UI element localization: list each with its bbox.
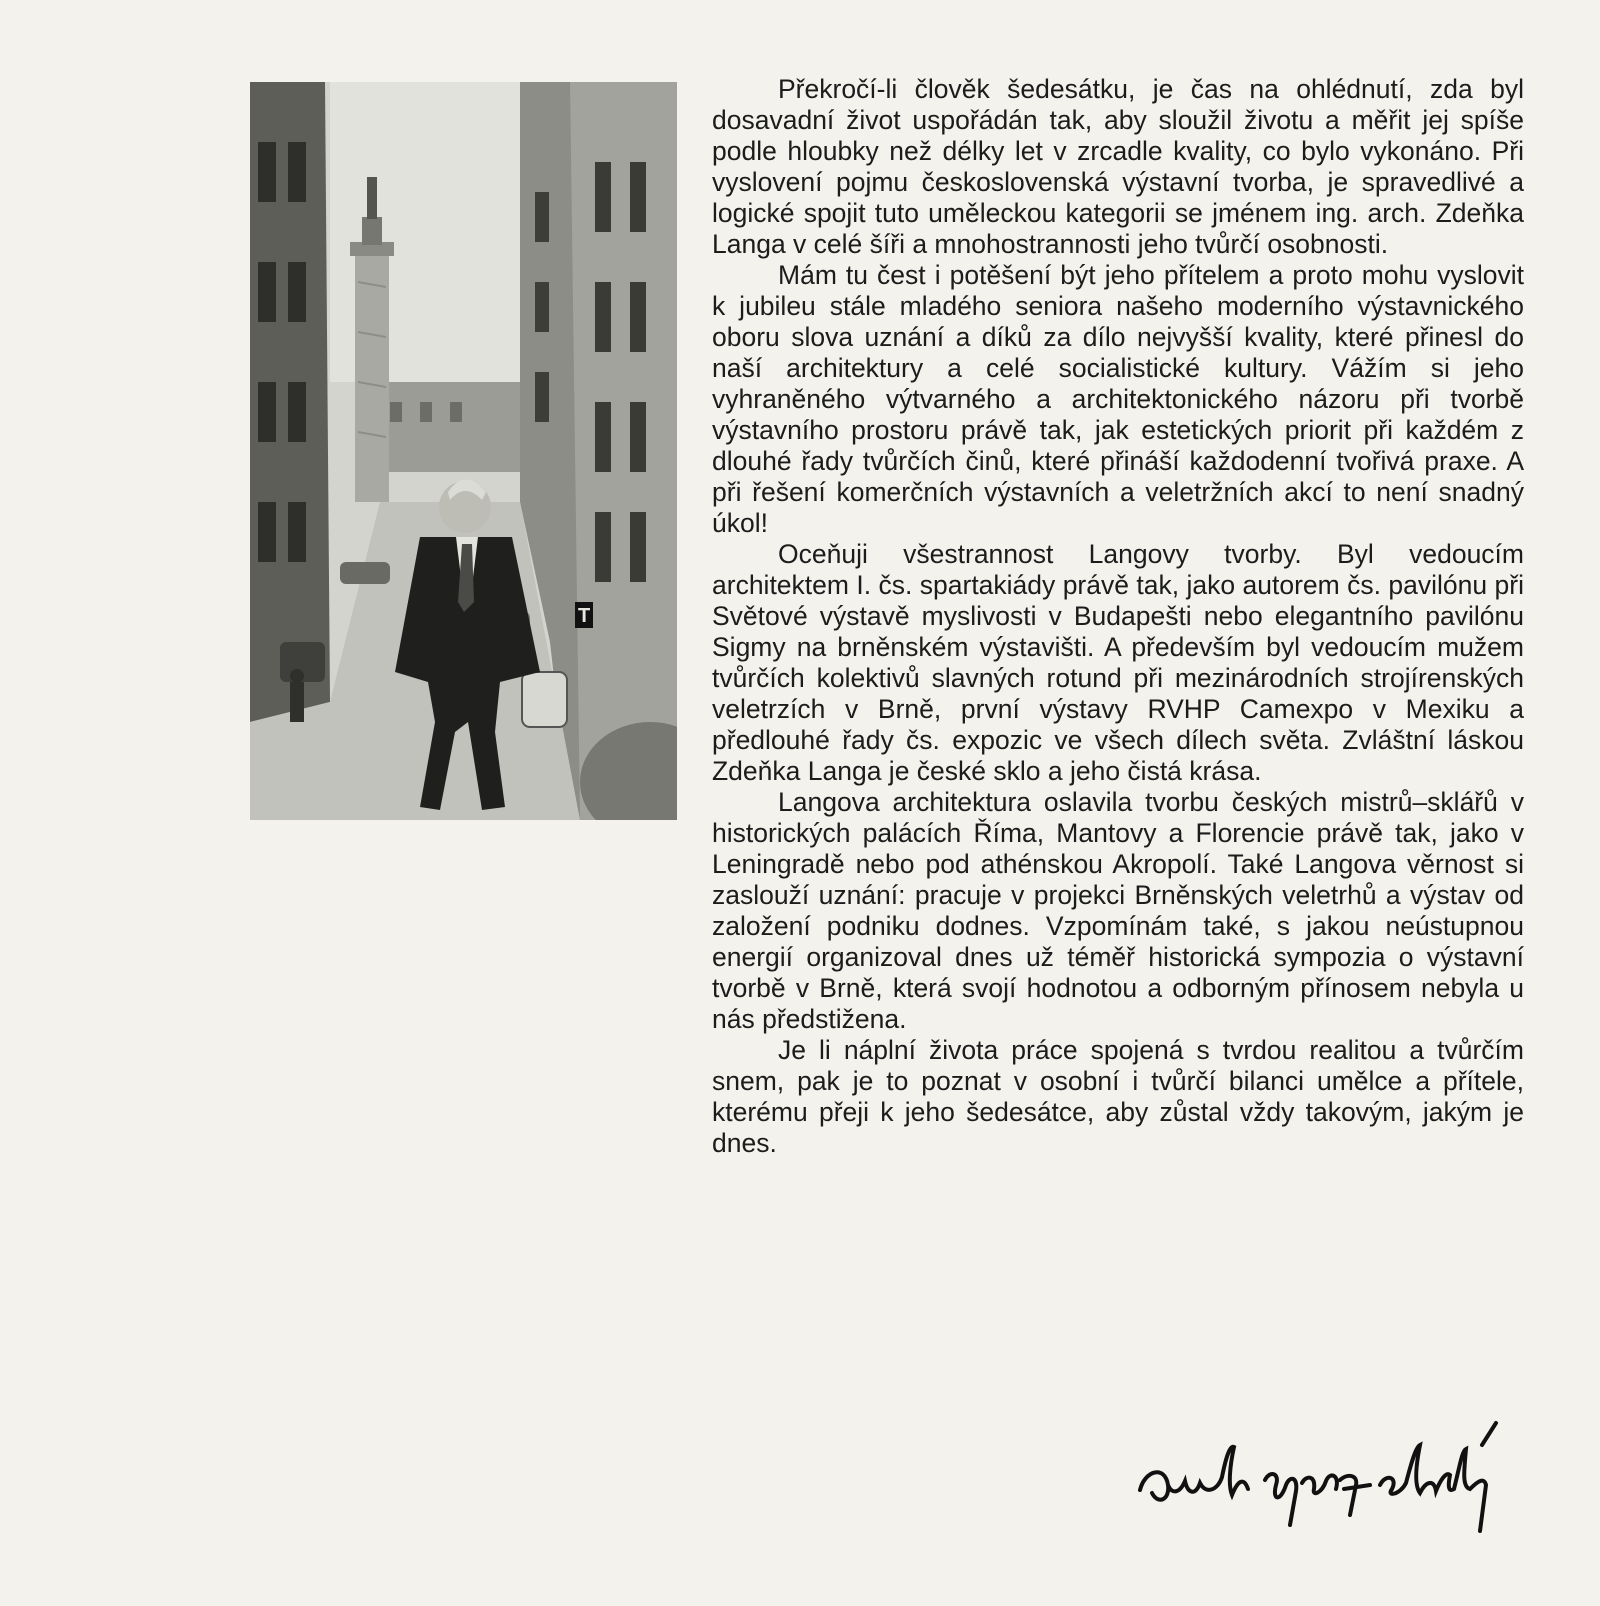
svg-text:T: T [578,605,591,627]
paragraph: Oceňuji všestrannost Langovy tvorby. Byl vedoucím architektem I. čs. spartakiády právě tak, jako autorem čs. pavilónu při Světové výstavě myslivosti v Budapešti nebo elegantního pavilónu Sigmy na brněnském výstavišti. A především byl vedoucím mužem tvůrčích kolektivů slavných rotund při mezinárodních strojírenských veletrzích v Brně, první výstavy RVHP Camexpo v Mexiku a předlouhé řady čs. expozic ve všech dílech světa. Zvláštní láskou Zdeňka Langa je české sklo a jeho čistá krása. [712,539,1524,786]
paragraph: Langova architektura oslavila tvorbu českých mistrů–sklářů v historických palácích Říma, Mantovy a Florencie právě tak, jako v Leningradě nebo pod athénskou Akropolí. Také Langova věrnost si zaslouží uznání: pracuje v projekci Brněnských veletrhů a výstav od založení podniku dodnes. Vzpomínám také, s jakou neústupnou energií organizoval dnes už téměř historická sympozia o výstavní tvorbě v Brně, která svojí hodnotou a odborným přínosem nebyla u nás předstižena. [712,787,1524,1034]
street-photo-illustration [250,82,677,820]
article-text [712,74,1524,1159]
paragraph: Mám tu čest i potěšení být jeho přítelem a proto mohu vyslovit k jubileu stále mladého seniora našeho moderního výstavnického oboru slova uznání a díků za dílo nejvyšší kvality, které přinesl do naší architektury a celé socialistické kultury. Vážím si jeho vyhraněného výtvarného a architektonického názoru při tvorbě výstavního prostoru právě tak, jak estetických priorit při každém z dlouhé řady tvůrčích činů, které přináší každodenní tvořivá praxe. A při řešení komerčních výstavních a veletržních akcí to není snadný úkol! [712,260,1524,538]
handwritten-signature [1130,1385,1530,1535]
street-photo [250,82,677,820]
signature-graphic [1130,1385,1530,1535]
paragraph: Překročí-li člověk šedesátku, je čas na ohlédnutí, zda byl dosavadní život uspořádán tak, aby sloužil životu a měřit jej spíše podle hloubky než délky let v zrcadle kvality, co bylo vykonáno. Při vyslovení pojmu československá výstavní tvorba, je spravedlivé a logické spojit tuto uměleckou kategorii se jménem ing. arch. Zdeňka Langa v celé šíři a mnohostrannosti jeho tvůrčí osobnosti. [712,74,1524,259]
paragraph: Je li náplní života práce spojená s tvrdou realitou a tvůrčím snem, pak je to poznat v osobní i tvůrčí bilanci umělce a přítele, kterému přeji k jeho šedesátce, aby zůstal vždy takovým, jakým je dnes. [712,1035,1524,1158]
